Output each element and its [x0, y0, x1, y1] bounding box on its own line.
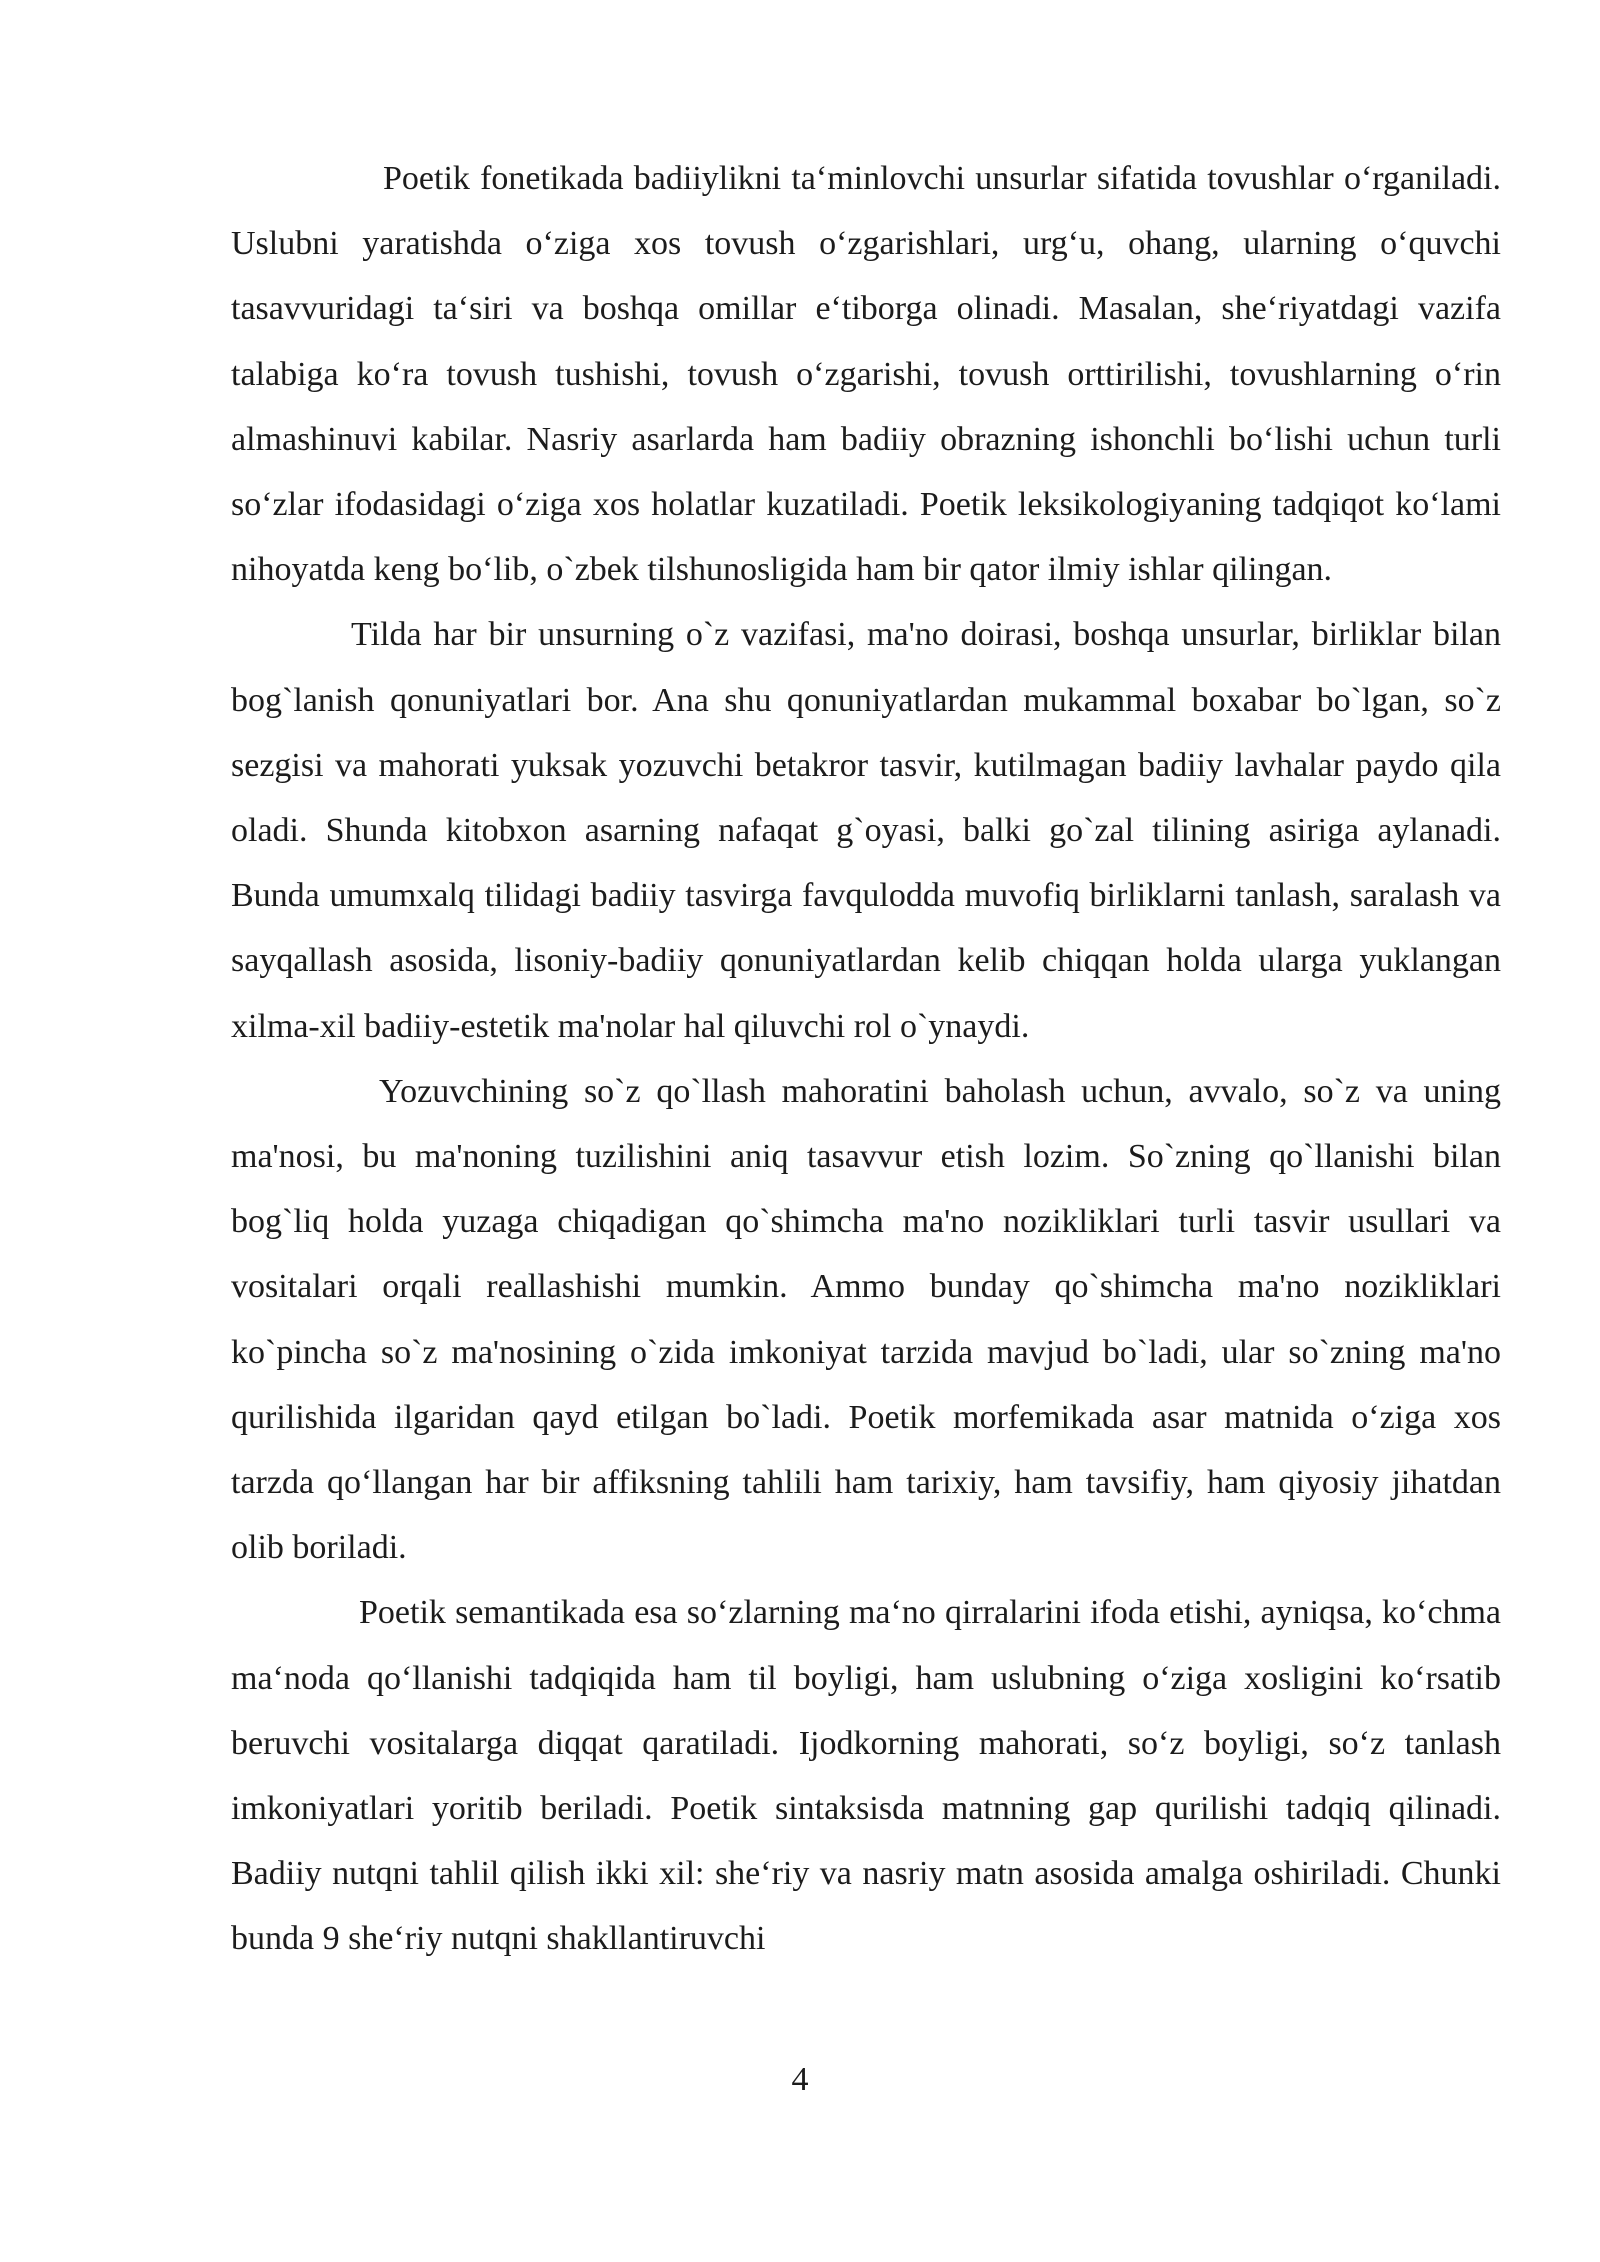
body-text	[231, 146, 1501, 1972]
page-number: 4	[791, 2061, 809, 2098]
paragraph-poetik-semantika: Poetik semantikada esa so‘zlarning ma‘no qirralarini ifoda etishi, ayniqsa, ko‘chma ma‘noda qo‘llanishi tadqiqida ham til boyligi, ham uslubning o‘ziga xosligini ko‘rsatib beruvchi vositalarga diqqat qaratiladi. Ijodkorning mahorati, so‘z boyligi, so‘z tanlash imkoniyatlari yoritib beriladi. Poetik sintaksisda matnning gap qurilishi tadqiq qilinadi. Badiiy nutqni tahlil qilish ikki xil: she‘riy va nasriy matn asosida amalga oshiriladi. Chunki bunda 9 she‘riy nutqni shakllantiruvchi	[231, 1594, 1501, 1958]
paragraph-yozuvchi-mahorati: Yozuvchining so`z qo`llash mahoratini baholash uchun, avvalo, so`z va uning ma'nosi, bu ma'noning tuzilishini aniq tasavvur etish lozim. So`zning qo`llanishi bilan bog`liq holda yuzaga chiqadigan qo`shimcha ma'no nozikliklari turli tasvir usullari va vositalari orqali reallashishi mumkin. Ammo bunday qo`shimcha ma'no nozikliklari ko`pincha so`z ma'nosining o`zida imkoniyat tarzida mavjud bo`ladi, ular so`zning ma'no qurilishida ilgaridan qayd etilgan bo`ladi. Poetik morfemikada asar matnida o‘ziga xos tarzda qo‘llangan har bir affiksning tahlili ham tarixiy, ham tavsifiy, ham qiyosiy jihatdan olib boriladi.	[231, 1072, 1501, 1567]
paragraph-poetik-fonetika: Poetik fonetikada badiiylikni ta‘minlovchi unsurlar sifatida tovushlar o‘rganiladi. Uslubni yaratishda o‘ziga xos tovush o‘zgarishlari, urg‘u, ohang, ularning o‘quvchi tasavvuridagi ta‘siri va boshqa omillar e‘tiborga olinadi. Masalan, she‘riyatdagi vazifa talabiga ko‘ra tovush tushishi, tovush o‘zgarishi, tovush orttirilishi, tovushlarning o‘rin almashinuvi kabilar. Nasriy asarlarda ham badiiy obrazning ishonchli bo‘lishi uchun turli so‘zlar ifodasidagi o‘ziga xos holatlar kuzatiladi. Poetik leksikologiyaning tadqiqot ko‘lami nihoyatda keng bo‘lib, o`zbek tilshunosligida ham bir qator ilmiy ishlar qilingan.	[231, 160, 1501, 589]
paragraph-tilda-unsurlar: Tilda har bir unsurning o`z vazifasi, ma'no doirasi, boshqa unsurlar, birliklar bilan bog`lanish qonuniyatlari bor. Ana shu qonuniyatlardan mukammal boxabar bo`lgan, so`z sezgisi va mahorati yuksak yozuvchi betakror tasvir, kutilmagan badiiy lavhalar paydo qila oladi. Shunda kitobxon asarning nafaqat g`oyasi, balki go`zal tilining asiriga aylanadi. Bunda umumxalq tilidagi badiiy tasvirga favqulodda muvofiq birliklarni tanlash, saralash va sayqallash asosida, lisoniy-badiiy qonuniyatlardan kelib chiqqan holda ularga yuklangan xilma-xil badiiy-estetik ma'nolar hal qiluvchi rol o`ynaydi.	[231, 616, 1501, 1045]
